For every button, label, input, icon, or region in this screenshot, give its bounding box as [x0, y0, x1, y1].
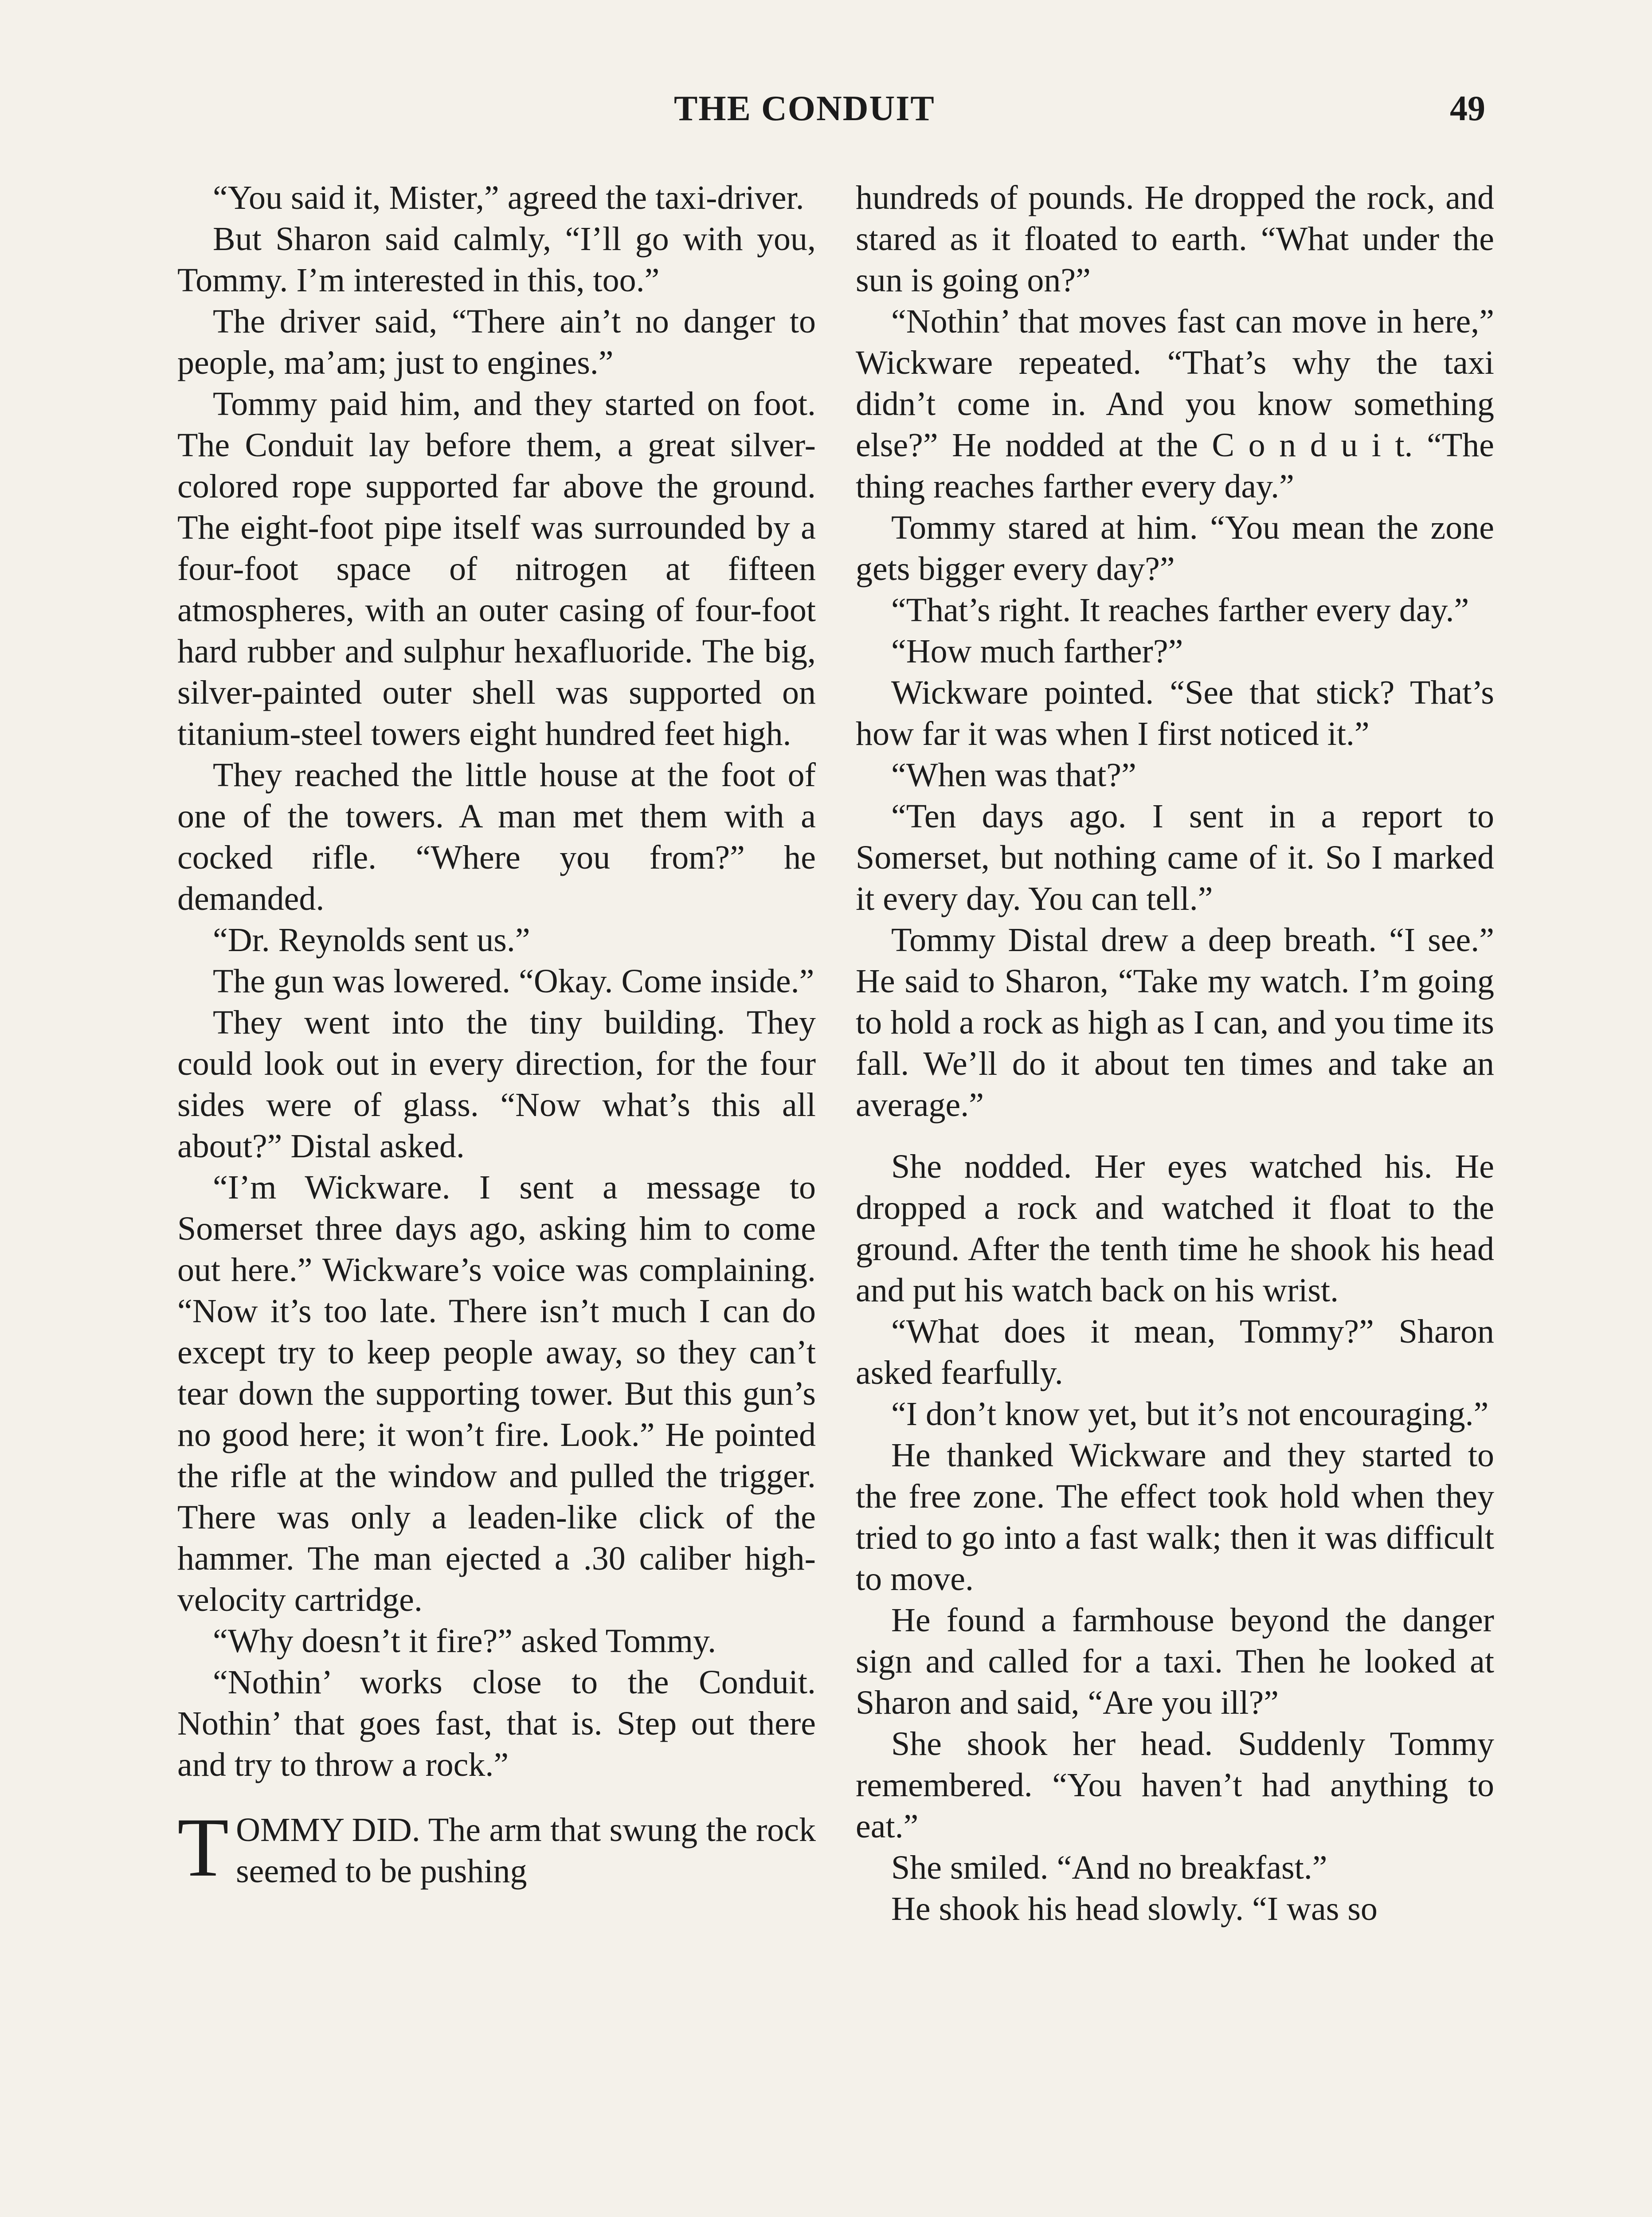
section-opening: [177, 1801, 816, 1894]
running-head: THE CONDUIT: [674, 89, 935, 128]
paragraph: The gun was lowered. “Okay. Come inside.”: [213, 963, 814, 1000]
paragraph: He shook his head slowly. “I was so: [891, 1890, 1378, 1927]
paragraph: They went into the tiny building. They could look out in every direction, for the four sides were of glass. “Now what’s this all about?” Distal asked.: [177, 1004, 816, 1165]
paragraph: “That’s right. It reaches farther every day.”: [891, 591, 1469, 629]
paragraph: Tommy Distal drew a deep breath. “I see.” He said to Sharon, “Take my watch. I’m going to hold a rock as high as I can, and you time its fall. We’ll do it about ten times and take an average.”: [856, 921, 1494, 1124]
paragraph: She nodded. Her eyes watched his. He dropped a rock and watched it float to the ground. After the tenth time he shook his head and put his watch back on his wrist.: [856, 1148, 1494, 1309]
paragraph: “What does it mean, Tommy?” Sharon asked fearfully.: [856, 1313, 1494, 1391]
section-opening-text: OMMY DID. The arm that swung the rock seemed to be pushing: [236, 1811, 816, 1890]
paragraph: “When was that?”: [891, 756, 1136, 794]
paragraph: “Dr. Reynolds sent us.”: [213, 921, 530, 959]
paragraph: He thanked Wickware and they started to the free zone. The effect took hold when they tried to go into a fast walk; then it was difficult to move.: [856, 1437, 1494, 1598]
paragraph: “How much farther?”: [891, 633, 1183, 670]
page-number: 49: [1450, 89, 1485, 128]
paragraph: “Why doesn’t it fire?” asked Tommy.: [213, 1622, 716, 1660]
right-column: [856, 177, 1494, 2217]
paragraph: He found a farmhouse beyond the danger sign and called for a taxi. Then he looked at Sharon and said, “Are you ill?”: [856, 1602, 1494, 1721]
paragraph: “Nothin’ works close to the Conduit. Nothin’ that goes fast, that is. Step out there and try to throw a rock.”: [177, 1664, 816, 1783]
paragraph: But Sharon said calmly, “I’ll go with you, Tommy. I’m interested in this, too.”: [177, 220, 816, 299]
paragraph: She shook her head. Suddenly Tommy remembered. “You haven’t had anything to eat.”: [856, 1725, 1494, 1845]
paragraph: They reached the little house at the foot of one of the towers. A man met them with a cocked rifle. “Where you from?” he demanded.: [177, 756, 816, 917]
paragraph: hundreds of pounds. He dropped the rock, and stared as it floated to earth. “What under the sun is going on?”: [856, 179, 1494, 299]
paragraph: “I don’t know yet, but it’s not encouraging.”: [891, 1395, 1489, 1433]
left-column: [177, 177, 816, 2217]
paragraph: She smiled. “And no breakfast.”: [891, 1849, 1327, 1886]
paragraph: Tommy paid him, and they started on foot. The Conduit lay before them, a great silver-colored rope supported far above the ground. The eight-foot pipe itself was surrounded by a four-foot space of nitrogen at fifteen atmospheres, with an outer casing of four-foot hard rubber and sulphur hexafluoride. The big, silver-painted outer shell was supported on titanium-steel towers eight hundred feet high.: [177, 385, 816, 752]
paragraph: Wickware pointed. “See that stick? That’s how far it was when I first noticed it.”: [856, 674, 1494, 752]
paragraph: “I’m Wickware. I sent a message to Somerset three days ago, asking him to come out here.” Wickware’s voice was complaining. “Now it’s too late. There isn’t much I can do except try to keep people away, so they can’t tear down the supporting tower. But this gun’s no good here; it won’t fire. Look.” He pointed the rifle at the window and pulled the trigger. There was only a leaden-like click of the hammer. The man ejected a .30 caliber high-velocity cartridge.: [177, 1169, 816, 1618]
drop-cap: T: [177, 1801, 229, 1894]
paragraph: Tommy stared at him. “You mean the zone gets bigger every day?”: [856, 509, 1494, 588]
paragraph: “You said it, Mister,” agreed the taxi-driver.: [213, 179, 804, 216]
paragraph: “Ten days ago. I sent in a report to Somerset, but nothing came of it. So I marked it every day. You can tell.”: [856, 798, 1494, 917]
paragraph: “Nothin’ that moves fast can move in here,” Wickware repeated. “That’s why the taxi didn’t come in. And you know something else?” He nodded at the C o n d u i t. “The thing reaches farther every day.”: [856, 303, 1494, 505]
paragraph: The driver said, “There ain’t no danger to people, ma’am; just to engines.”: [177, 303, 816, 381]
